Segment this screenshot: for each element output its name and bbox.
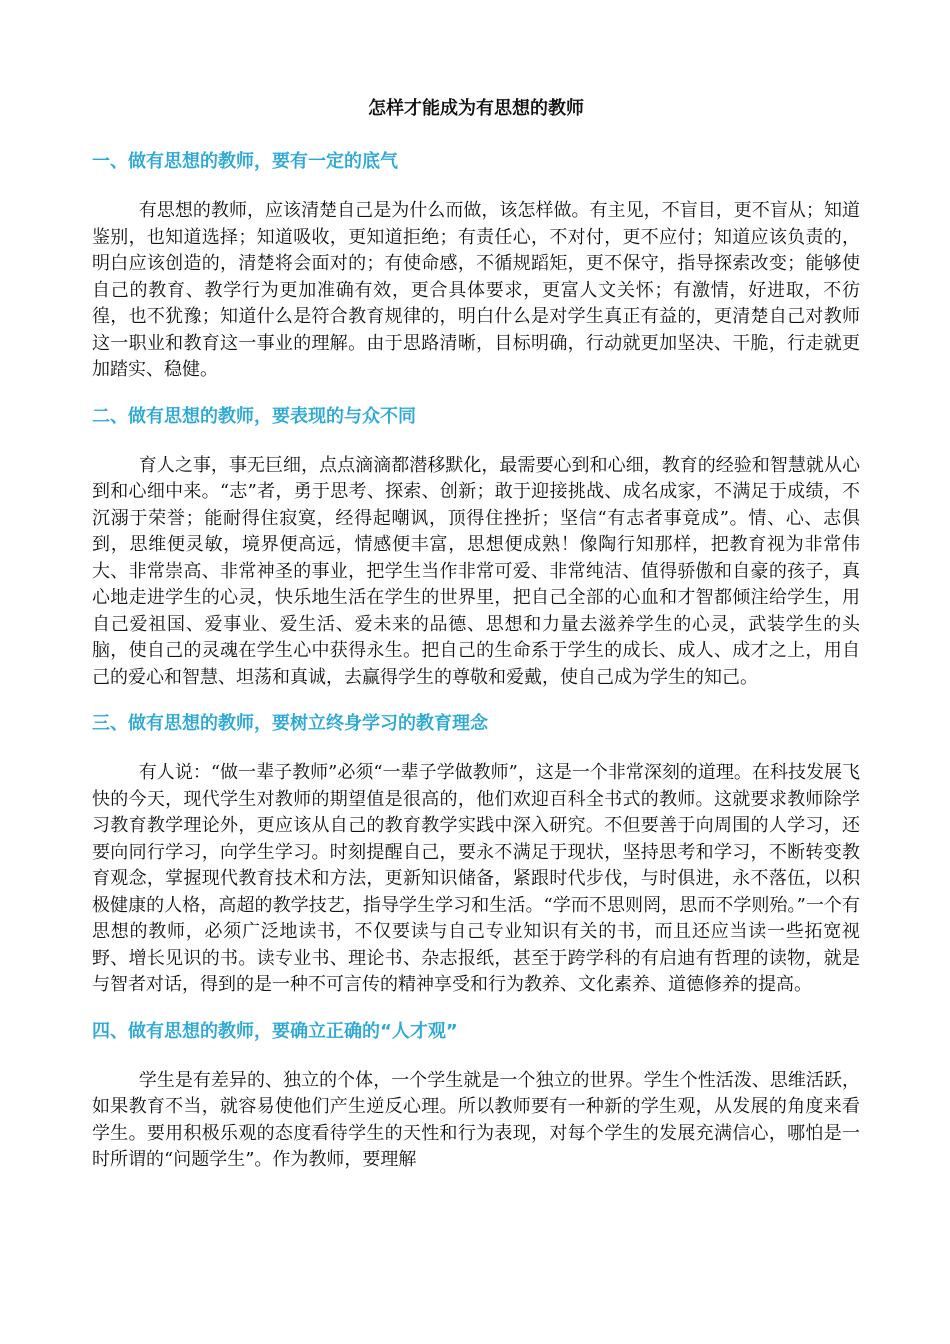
section-paragraph: 有思想的教师，应该清楚自己是为什么而做，该怎样做。有主见，不盲目，更不盲从；知道鉴别，也知道选择；知道吸收，更知道拒绝；有责任心，不对付，更不应付；知道应该负责的，明白应该创造的，清楚将会面对的；有使命感，不循规蹈矩，更不保守，指导探索改变；能够使自己的教育、教学行为更加准确有效，更合具体要求，更富人文关怀；有激情，好进取，不彷徨，也不犹豫；知道什么是符合教育规律的，明白什么是对学生真正有益的，更清楚自己对教师这一职业和教育这一事业的理解。由于思路清晰，目标明确，行动就更加坚决、干脆，行走就更加踏实、稳健。 [92, 200, 860, 380]
section-paragraph: 育人之事，事无巨细，点点滴滴都潜移默化，最需要心到和心细，教育的经验和智慧就从心到和心细中来。“志”者，勇于思考、探索、创新；敢于迎接挑战、成名成家，不满足于成绩，不沉溺于荣誉；能耐得住寂寞，经得起嘲讽，顶得住挫折；坚信“有志者事竟成”。情、心、志俱到，思维便灵敏，境界便高远，情感便丰富，思想便成熟！像陶行知那样，把教育视为非常伟大、非常崇高、非常神圣的事业，把学生当作非常可爱、非常纯洁、值得骄傲和自豪的孩子，真心地走进学生的心灵，快乐地生活在学生的世界里，把自己全部的心血和才智都倾注给学生，用自己爱祖国、爱事业、爱生活、爱未来的品德、思想和力量去滋养学生的心灵，武装学生的头脑，使自己的灵魂在学生心中获得永生。把自己的生命系于学生的成长、成人、成才之上，用自己的爱心和智慧、坦荡和真诚，去赢得学生的尊敬和爱戴，使自己成为学生的知己。 [92, 454, 860, 688]
section-heading: 二、做有思想的教师，要表现的与众不同 [92, 405, 416, 427]
document-title: 怎样才能成为有思想的教师 [368, 98, 584, 119]
section-heading: 一、做有思想的教师，要有一定的底气 [92, 151, 398, 172]
section-paragraph: 学生是有差异的、独立的个体，一个学生就是一个独立的世界。学生个性活泼、思维活跃，如果教育不当，就容易使他们产生逆反心理。所以教师要有一种新的学生观，从发展的角度来看学生。要用积极乐观的态度看待学生的天性和行为表现，对每个学生的发展充满信心，哪怕是一时所谓的“问题学生”。作为教师，要理解 [92, 1069, 860, 1170]
section-4 [92, 1019, 860, 1174]
section-3 [92, 711, 860, 999]
section-paragraph: 有人说：“做一辈子教师”必须“一辈子学做教师”，这是一个非常深刻的道理。在科技发展飞快的今天，现代学生对教师的期望值是很高的，他们欢迎百科全书式的教师。这就要求教师除学习教育教学理论外，更应该从自己的教育教学实践中深入研究。不但要善于向周围的人学习，还要向同行学习，向学生学习。时刻提醒自己，要永不满足于现状，坚持思考和学习，不断转变教育观念，掌握现代教育技术和方法，更新知识储备，紧跟时代步伐，与时俱进，永不落伍，以积极健康的人格，高超的教学技艺，指导学生学习和生活。“学而不思则罔，思而不学则殆。”一个有思想的教师，必须广泛地读书，不仅要读与自己专业知识有关的书，而且还应当读一些拓宽视野、增长见识的书。读专业书、理论书、杂志报纸，甚至于跨学科的有启迪有哲理的读物，就是与智者对话，得到的是一种不可言传的精神享受和行为教养、文化素养、道德修养的提高。 [92, 762, 860, 995]
section-2 [92, 404, 860, 692]
section-heading: 四、做有思想的教师，要确立正确的“人才观” [92, 1020, 458, 1042]
document-page [92, 96, 860, 1194]
section-heading: 三、做有思想的教师，要树立终身学习的教育理念 [92, 713, 488, 734]
section-1 [92, 149, 860, 384]
